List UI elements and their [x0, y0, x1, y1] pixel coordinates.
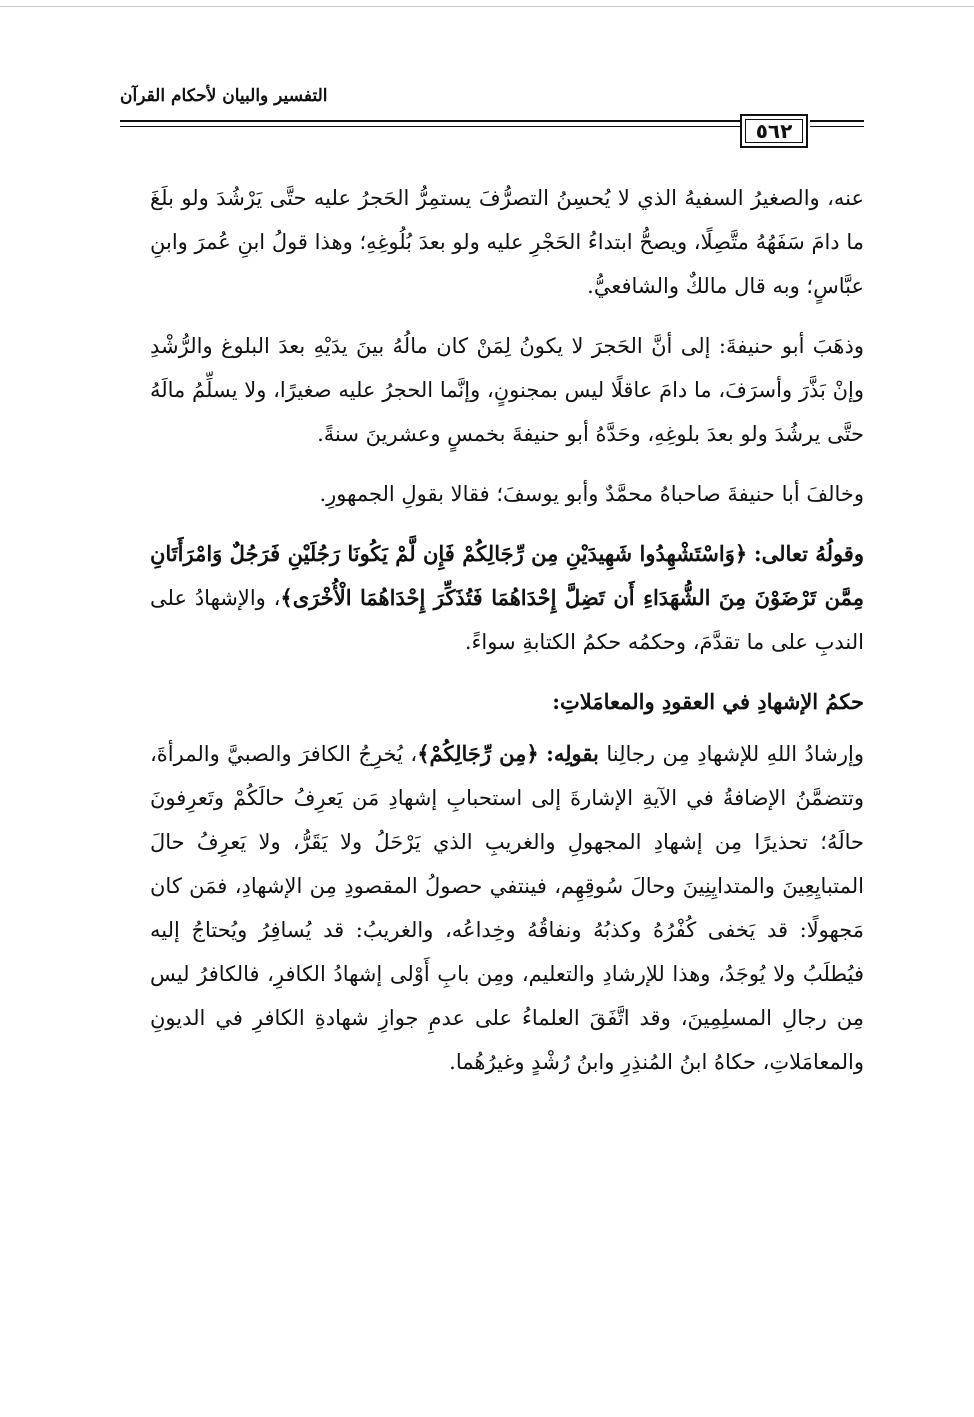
header-rule: [810, 126, 864, 127]
header-rule: [120, 120, 740, 122]
paragraph-text: ، والإشهادُ على الندبِ على ما تقدَّمَ، وحكمُه حكمُ الكتابةِ سواءً.: [150, 586, 864, 654]
paragraph: وذهَبَ أبو حنيفةَ: إلى أنَّ الحَجرَ لا يكونُ لِمَنْ كان مالُهُ بينَ يدَيْهِ بعدَ البلوغ والرُّشْدِ وإنْ بَذَّرَ وأسرَفَ، ما دامَ عاقلًا ليس بمجنونٍ، وإنَّما الحجرُ عليه صغيرًا، ولا يسلِّمُ مالَهُ حتَّى يرشُدَ ولو بعدَ بلوغِهِ، وحَدَّهُ أبو حنيفةَ بخمسٍ وعشرينَ سنةً.: [150, 334, 864, 446]
paragraph: عنه، والصغيرُ السفيهُ الذي لا يُحسِنُ التصرُّفَ يستمِرُّ الحَجرُ عليه حتَّى يَرْشُدَ ولو بلَغَ ما دامَ سَفَهُهُ متَّصِلًا، ويصحُّ ابتداءُ الحَجْرِ عليه ولو بعدَ بُلُوغِهِ؛ وهذا قولُ ابنِ عُمرَ وابنِ عبَّاسٍ؛ وبه قال مالكٌ والشافعيُّ.: [150, 186, 864, 298]
paragraph-text: ، يُخرِجُ الكافرَ والصبيَّ والمرأةَ، وتتضمَّنُ الإضافةُ في الآيةِ الإشارةَ إلى استحبابِ إشهادِ مَن يَعرِفُ حالَكُمْ وتَعرِفونَ حالَهُ؛ تحذيرًا مِن إشهادِ المجهولِ والغريبِ الذي يَرْحَلُ ولا يَقَرُّ، ولا يَعرِفُ حالَ المتبايِعِينَ والمتدايِنِينَ وحالَ سُوقِهِم، فينتفي حصولُ المقصودِ مِن الإشهادِ، فمَن كان مَجهولًا: قد يَخفى كُفْرُهُ وكذبُهُ ونفاقُهُ وخِداعُه، والغريبُ: قد يُسافِرُ ويُحتاجُ إليه فيُطلَبُ ولا يُوجَدُ، وهذا للإرشادِ والتعليم، ومِن بابِ أَوْلى إشهادُ الكافرِ، فالكافرُ ليس مِن رجالِ المسلِمِينَ، وقد اتَّفَقَ العلماءُ على عدمِ جوازِ شهادةِ الكافرِ في الديونِ والمعامَلاتِ، حكاهُ ابنُ المُنذِرِ وابنُ رُشْدٍ وغيرُهُما.: [150, 742, 864, 1074]
page-number-box: [740, 114, 808, 148]
paragraph-bold: بقولِه:: [546, 741, 599, 766]
paragraph-lead: وقولُهُ تعالى:: [753, 541, 864, 566]
book-title: التفسير والبيان لأحكام القرآن: [120, 86, 328, 106]
top-rule: [0, 6, 974, 7]
paragraph: وخالفَ أبا حنيفةَ صاحباهُ محمَّدٌ وأبو يوسفَ؛ فقالا بقولِ الجمهورِ.: [319, 482, 864, 506]
page-body: [150, 176, 864, 1084]
paragraph-lead: وإرشادُ اللهِ للإشهادِ مِن رجالِنا: [606, 742, 864, 766]
page-number: ٥٦٢: [745, 119, 803, 143]
paragraph: [150, 532, 864, 664]
page-header: [120, 86, 864, 152]
quran-verse: ﴿مِن رِّجَالِكُمْ﴾: [417, 741, 539, 766]
section-heading: حكمُ الإشهادِ في العقودِ والمعامَلاتِ:: [552, 689, 864, 714]
quran-verse: ﴿وَاسْتَشْهِدُوا شَهِيدَيْنِ مِن رِّجَالِكُمْ فَإِن لَّمْ يَكُونَا رَجُلَيْنِ فَرَجُلٌ وَامْرَأَتَانِ مِمَّن تَرْضَوْنَ مِنَ الشُّهَدَاءِ أَن تَضِلَّ إِحْدَاهُمَا فَتُذَكِّرَ إِحْدَاهُمَا الْأُخْرَى﴾: [150, 541, 865, 610]
paragraph: [150, 732, 864, 1084]
header-rule: [120, 126, 740, 127]
header-rule: [810, 120, 864, 122]
